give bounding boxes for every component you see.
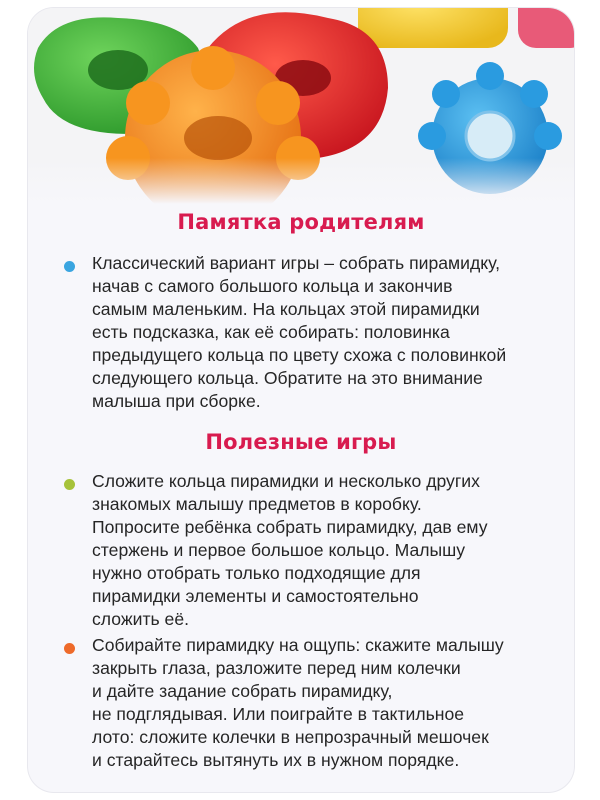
text-line: начав с самого большого кольца и закончив <box>92 276 453 296</box>
text-line: закрыть глаза, разложите перед ним колечки <box>92 658 461 678</box>
instruction-card <box>28 8 574 792</box>
text-line: знакомых малышу предметов в коробку. <box>92 494 422 514</box>
bullet-dot-icon <box>64 261 75 272</box>
text-line: самым маленьким. На кольцах этой пирамидки <box>92 299 480 319</box>
bullet-dot-icon <box>64 479 75 490</box>
text-line: Сложите кольца пирамидки и несколько других <box>92 471 480 491</box>
text-line: есть подсказка, как её собирать: половинка <box>92 322 450 342</box>
section-title-useful-games: Полезные игры <box>205 430 397 454</box>
text-line: Классический вариант игры – собрать пирамидку, <box>92 253 501 273</box>
text-line: предыдущего кольца по цвету схожа с половинкой <box>92 345 507 365</box>
text-line: следующего кольца. Обратите на это внимание <box>92 368 483 388</box>
text-line: стержень и первое большое кольцо. Малышу <box>92 540 466 560</box>
text-line: нужно отобрать только подходящие для <box>92 563 421 583</box>
text-line: лото: сложите колечки в непрозрачный мешочек <box>92 727 489 747</box>
pink-ring <box>518 8 574 48</box>
section-title-parents-memo: Памятка родителям <box>177 210 425 234</box>
text-line: сложить её. <box>92 609 190 629</box>
text-line: не подглядывая. Или поиграйте в тактильное <box>92 704 465 724</box>
photo-fade <box>28 158 574 204</box>
text-line: Попросите ребёнка собрать пирамидку, дав ему <box>92 517 488 537</box>
text-line: пирамидки элементы и самостоятельно <box>92 586 419 606</box>
pyramid-rings-photo <box>28 8 574 204</box>
bullet-dot-icon <box>64 643 75 654</box>
yellow-ring <box>358 8 508 48</box>
text-line: малыша при сборке. <box>92 391 261 411</box>
paragraph-classic-game <box>92 252 554 413</box>
text-line: Собирайте пирамидку на ощупь: скажите малышу <box>92 635 504 655</box>
text-line: и старайтесь вытянуть их в нужном порядке. <box>92 750 460 770</box>
paragraph-touch-game <box>92 634 554 772</box>
text-line: и дайте задание собрать пирамидку, <box>92 681 393 701</box>
paragraph-box-game <box>92 470 554 631</box>
